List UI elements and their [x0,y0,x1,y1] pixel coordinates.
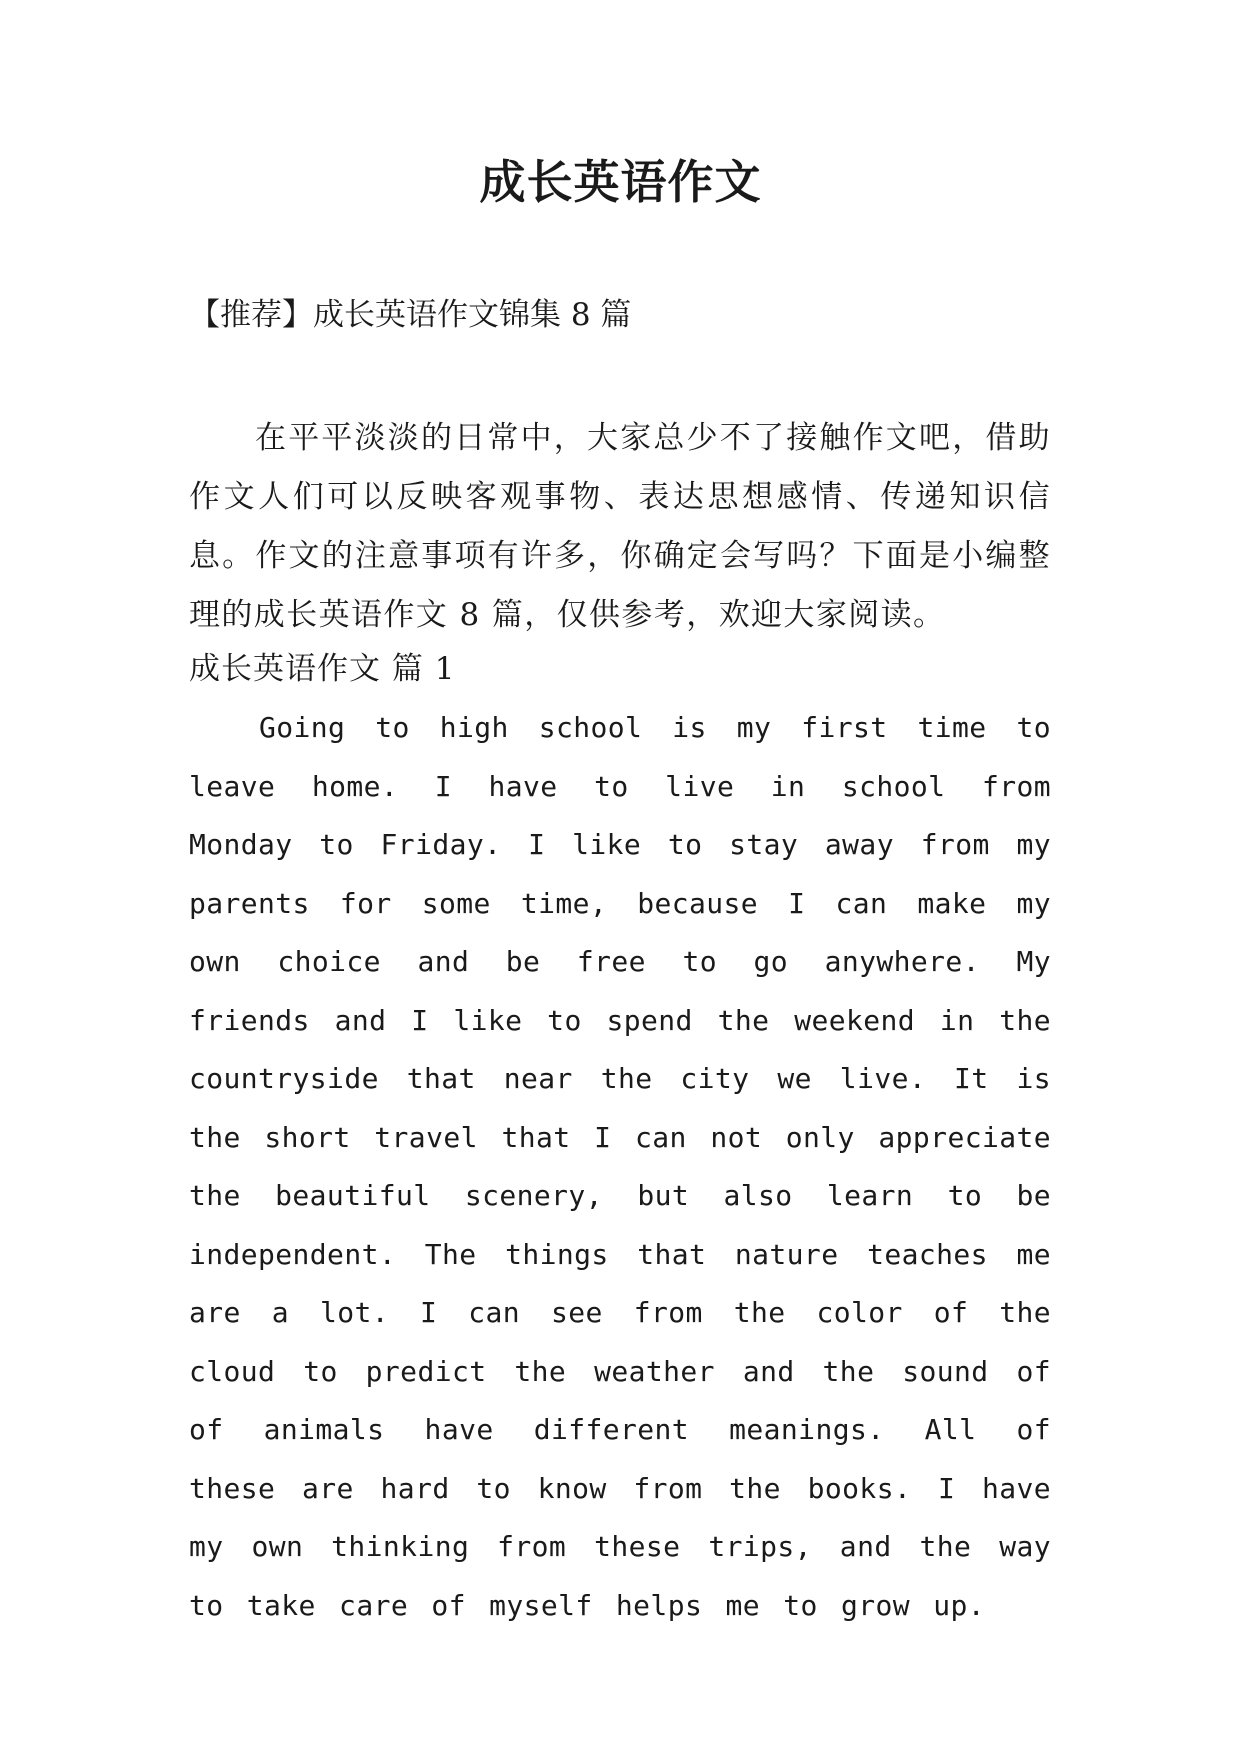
section-heading: 成长英语作文 篇 1 [189,651,456,687]
intro-paragraph: 在平平淡淡的日常中，大家总少不了接触作文吧，借助作文人们可以反映客观事物、表达思想感情、传递知识信息。作文的注意事项有许多，你确定会写吗？下面是小编整理的成长英语作文 8 篇，仅供参考，欢迎大家阅读。 [189,420,1051,633]
document-title: 成长英语作文 [479,155,762,209]
essay-paragraph: Going to high school is my first time to leave home. I have to live in school from Monday to Friday. I like to stay away from my parents for some time, because I can make my own choice and be free to go anywhere. My friends and I like to spend the weekend in the countryside that near the city we live. It is the short travel that I can not only appreciate the beautiful scenery, but also learn to be independent. The things that nature teaches me are a lot. I can see from the color of the cloud to predict the weather and the sound of of animals have different meanings. All of these are hard to know from the books. I have my own thinking from these trips, and the way to take care of myself helps me to grow up. [189,711,1051,1622]
document-subtitle: 【推荐】成长英语作文锦集 8 篇 [189,297,632,333]
